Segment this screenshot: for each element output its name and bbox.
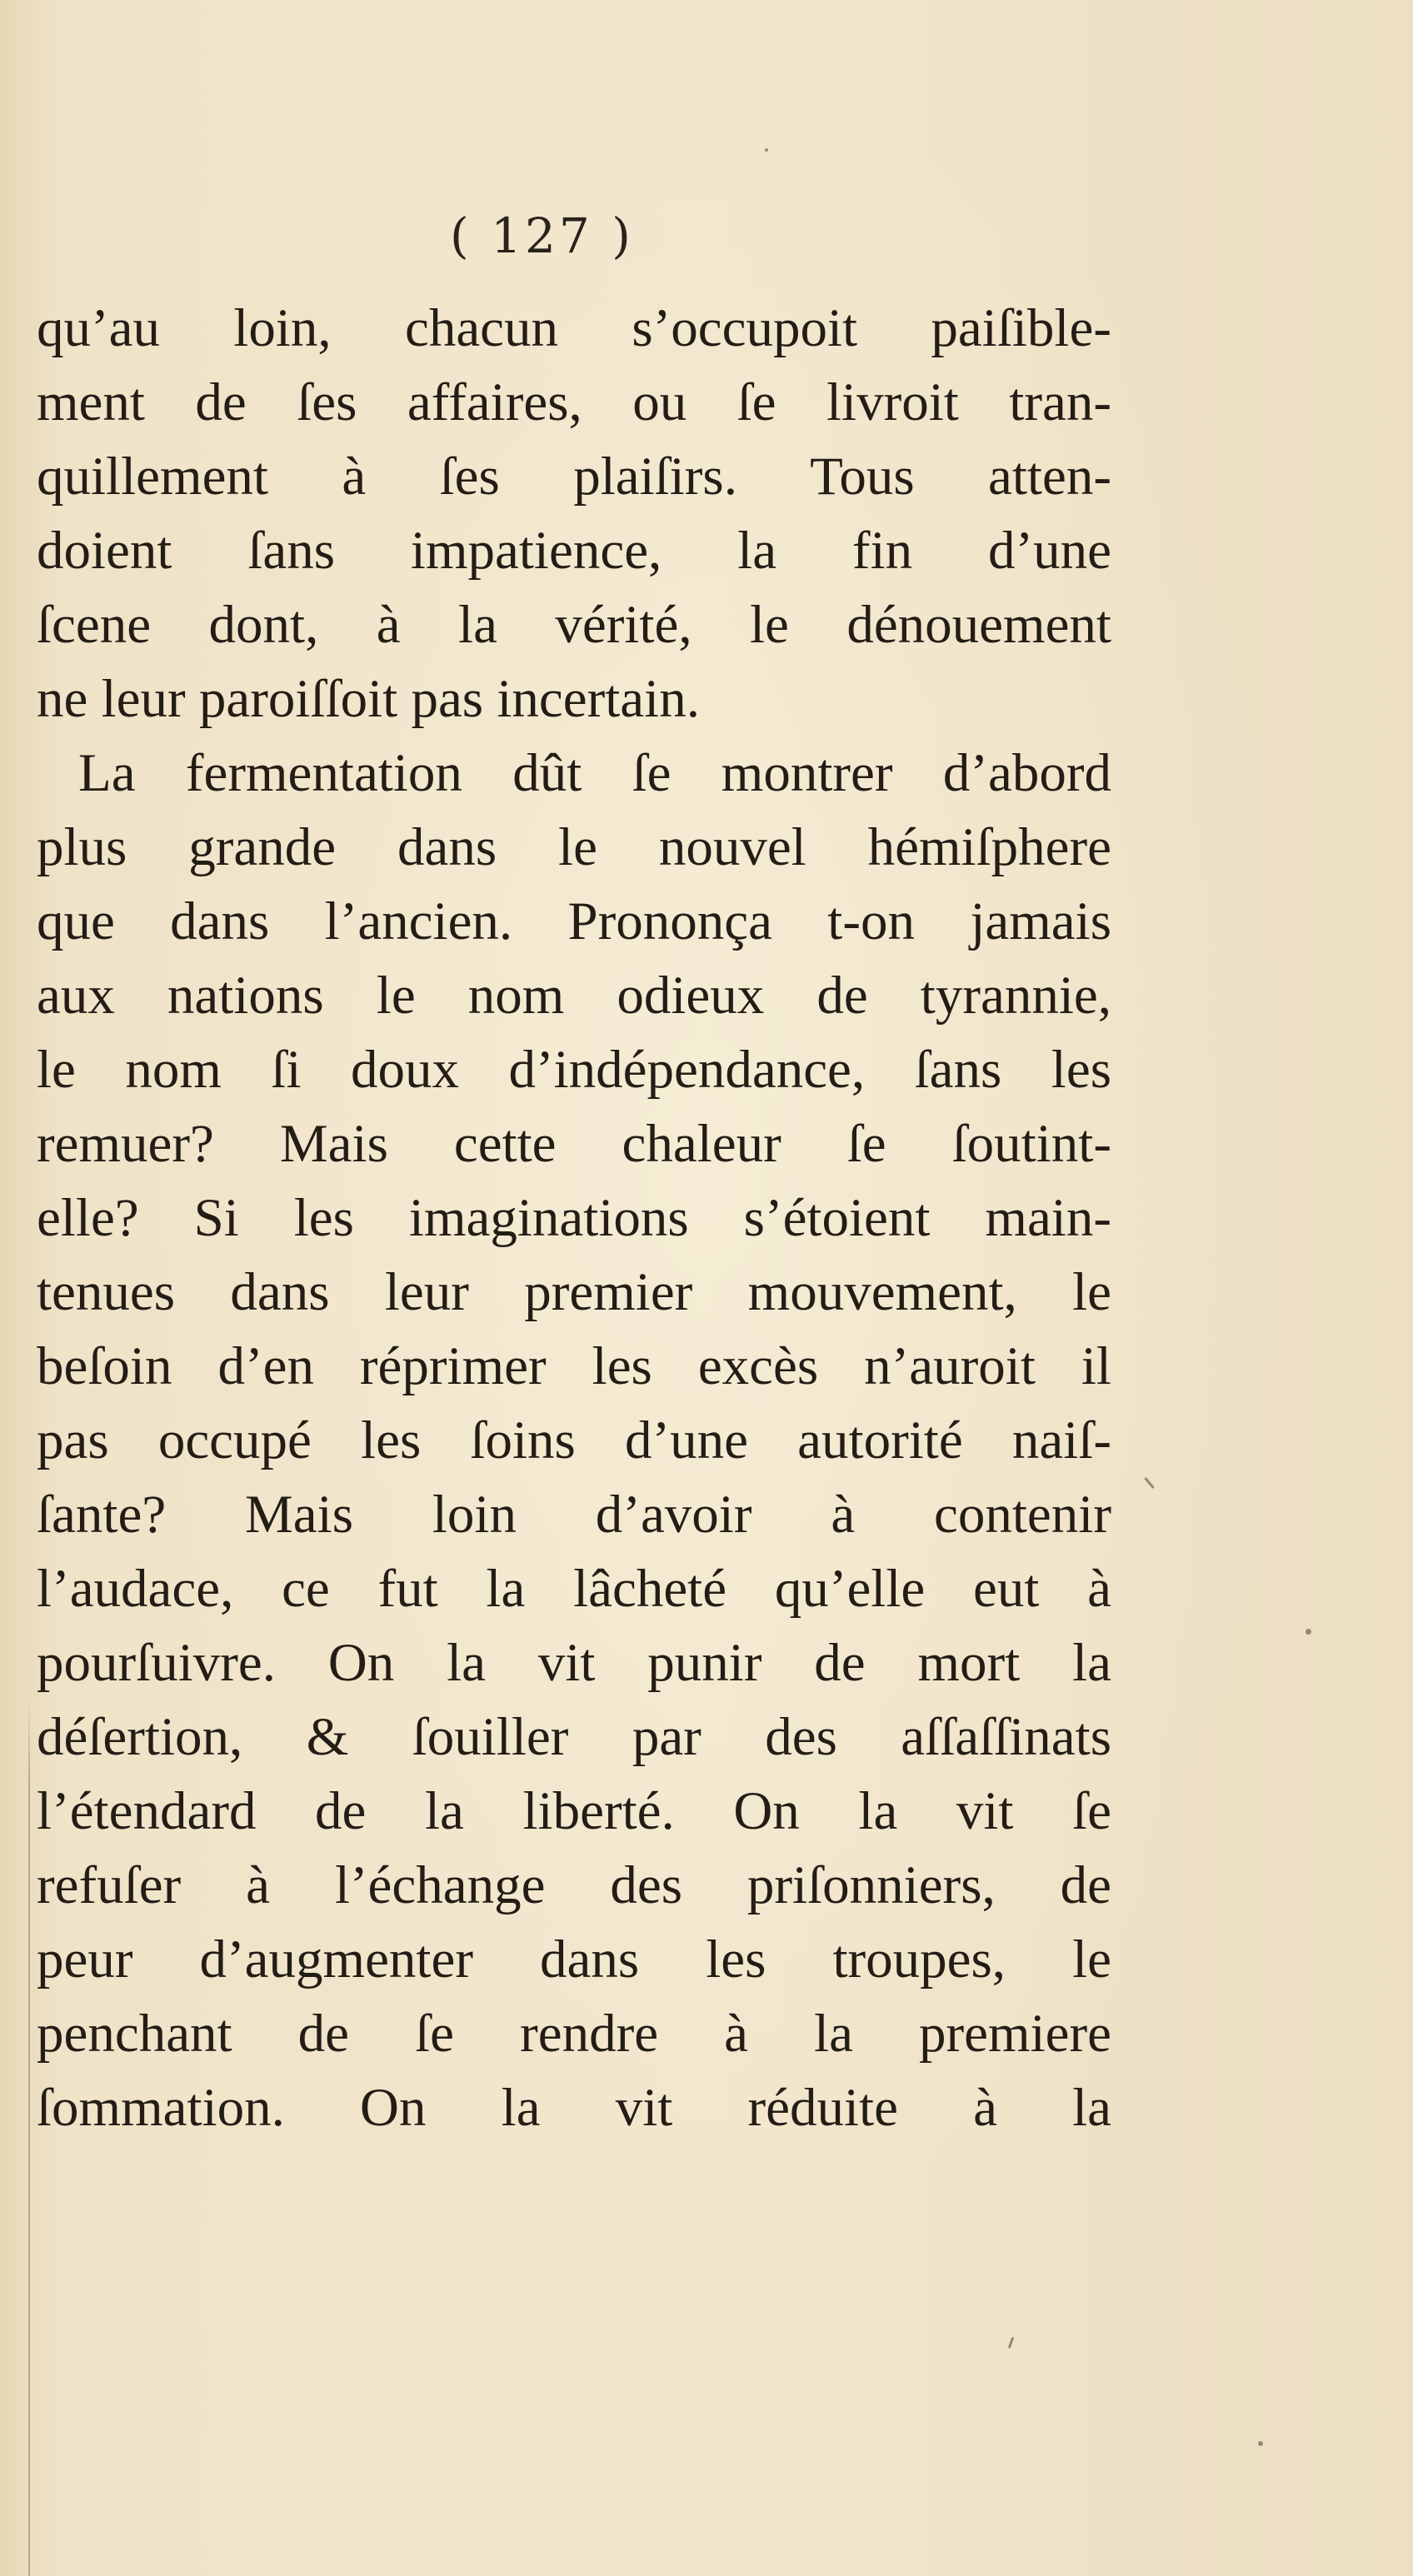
body-text (37, 292, 1111, 2145)
paper-speck (1008, 2337, 1015, 2349)
text-line: ment de ſes affaires, ou ſe livroit tran- (37, 372, 1111, 432)
text-line: ſommation. On la vit réduite à la (37, 2078, 1111, 2138)
text-line: refuſer à l’échange des priſonniers, de (37, 1855, 1111, 1915)
text-line: doient ſans impatience, la fin d’une (37, 521, 1111, 581)
text-line: que dans l’ancien. Prononça t-on jamais (37, 891, 1111, 951)
text-line: remuer? Mais cette chaleur ſe ſoutint- (37, 1114, 1111, 1174)
text-line: qu’au loin, chacun s’occupoit paiſible- (37, 298, 1111, 358)
text-line: aux nations le nom odieux de tyrannie, (37, 966, 1111, 1026)
text-line: plus grande dans le nouvel hémiſphere (37, 817, 1111, 877)
paragraph-start-line: La fermentation dût ſe montrer d’abord (78, 743, 1111, 803)
text-line: elle? Si les imaginations s’étoient main- (37, 1188, 1111, 1248)
text-line: ne leur paroiſſoit pas incertain. (37, 669, 700, 729)
paper-speck (1258, 2441, 1263, 2446)
text-line: le nom ſi doux d’indépendance, ſans les (37, 1040, 1111, 1100)
paper-speck (1306, 1629, 1311, 1635)
text-line: ſcene dont, à la vérité, le dénouement (37, 595, 1111, 655)
page-gutter-edge (28, 1700, 30, 2576)
text-line: quillement à ſes plaiſirs. Tous atten- (37, 447, 1111, 507)
text-line: l’étendard de la liberté. On la vit ſe (37, 1781, 1111, 1841)
text-line: ſante? Mais loin d’avoir à contenir (37, 1485, 1111, 1545)
text-line: beſoin d’en réprimer les excès n’auroit il (37, 1336, 1111, 1396)
text-line: peur d’augmenter dans les troupes, le (37, 1930, 1111, 1989)
text-line: déſertion, & ſouiller par des aſſaſſinats (37, 1707, 1111, 1767)
text-line: tenues dans leur premier mouvement, le (37, 1262, 1111, 1322)
text-line: penchant de ſe rendre à la premiere (37, 2004, 1111, 2064)
text-line: pas occupé les ſoins d’une autorité naiſ- (37, 1410, 1111, 1470)
paper-speck (1144, 1477, 1155, 1489)
text-line: pourſuivre. On la vit punir de mort la (37, 1633, 1111, 1693)
page-number: ( 127 ) (450, 207, 634, 264)
text-line: l’audace, ce fut la lâcheté qu’elle eut à (37, 1559, 1111, 1619)
paper-speck (765, 148, 768, 152)
